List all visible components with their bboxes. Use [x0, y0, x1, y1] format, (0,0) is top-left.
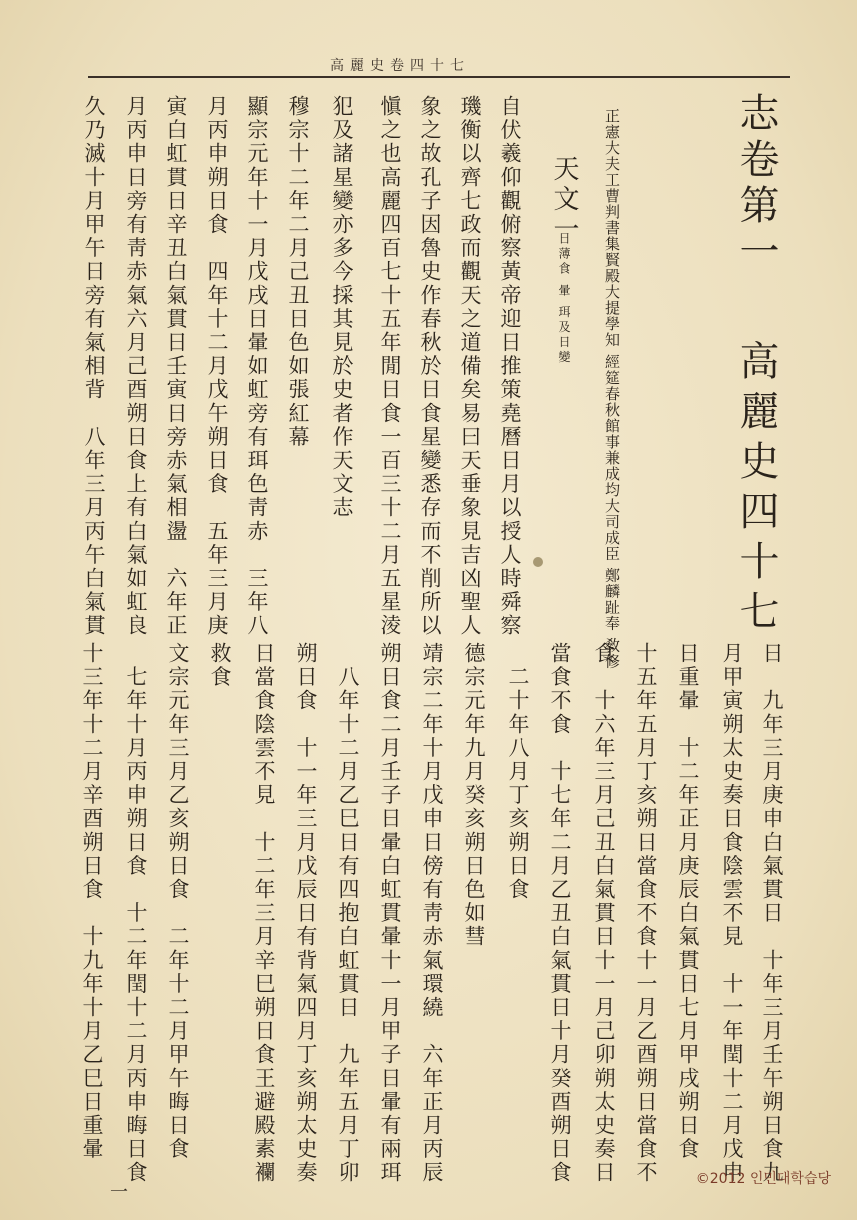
header-rule [88, 76, 790, 78]
lower-column: 救食 [208, 642, 232, 690]
author-line: 正憲大夫工曹判書集賢殿大提學知 經筵春秋館事兼成均大司成臣 鄭麟趾奉 敎修 [603, 108, 621, 670]
lower-column: 文宗元年三月乙亥朔日食 二年十二月甲午晦日食 [166, 642, 190, 1162]
upper-column: 穆宗十二年二月己丑日色如張紅幕 [286, 95, 310, 449]
book-title: 高麗史四十七 [733, 340, 779, 640]
running-head: 高麗史卷四十七 [330, 58, 470, 74]
lower-column: 二十年八月丁亥朔日食 [506, 642, 530, 902]
ink-stain [533, 557, 543, 567]
page-number: 一 [110, 1182, 128, 1203]
lower-column: 朔日食 十一年三月戊辰日有背氣四月丁亥朔太史奏 [294, 642, 318, 1185]
upper-column: 顯宗元年十一月戊戌日暈如虹旁有珥色靑赤 三年八 [245, 95, 269, 638]
lower-column: 日 九年三月庚申白氣貫日 十年三月壬午朔日食九 [760, 642, 784, 1185]
lower-column: 食 十六年三月己丑白氣貫日十一月己卯朔太史奏日 [592, 642, 616, 1185]
lower-column: 日當食陰雲不見 十二年三月辛巳朔日食王避殿素襴 [252, 642, 276, 1185]
copyright-watermark: ©2012 인민대학습당 [695, 1171, 831, 1187]
upper-column: 久乃滅十月甲午日旁有氣相背 八年三月丙午白氣貫 [82, 95, 106, 638]
lower-column: 八年十二月乙巳日有四抱白虹貫日 九年五月丁卯 [336, 642, 360, 1185]
section-title: 天文一 [549, 155, 579, 245]
upper-column: 象之故孔子因魯史作春秋於日食星變悉存而不削所以 [418, 95, 442, 638]
lower-column: 當食不食 十七年二月乙丑白氣貫日十月癸酉朔日食 [548, 642, 572, 1185]
upper-column: 月丙申朔日食 四年十二月戊午朔日食 五年三月庚 [205, 95, 229, 638]
upper-column: 自伏羲仰觀俯察黃帝迎日推策堯曆日月以授人時舜察 [498, 95, 522, 638]
lower-column: 德宗元年九月癸亥朔日色如彗 [462, 642, 486, 949]
lower-column: 十五年五月丁亥朔日當食不食十一月乙酉朔日當食不 [634, 642, 658, 1185]
upper-column: 月丙申日旁有靑赤氣六月己酉朔日食上有白氣如虹良 [124, 95, 148, 638]
lower-column: 七年十月丙申朔日食 十二年閏十二月丙申晦日食 [124, 642, 148, 1185]
volume-title: 志卷第一 [733, 92, 779, 276]
upper-column: 犯及諸星變亦多今採其見於史者作天文志 [330, 95, 354, 520]
lower-column: 靖宗二年十月戊申日傍有靑赤氣環繞 六年正月丙辰 [420, 642, 444, 1185]
lower-column: 日重暈 十二年正月庚辰白氣貫日七月甲戌朔日食 [676, 642, 700, 1162]
upper-column: 寅白虹貫日辛丑白氣貫日壬寅日旁赤氣相盪 六年正 [164, 95, 188, 638]
lower-column: 十三年十二月辛酉朔日食 十九年十月乙巳日重暈 [80, 642, 104, 1162]
upper-column: 璣衡以齊七政而觀天之道備矣易曰天垂象見吉凶聖人 [458, 95, 482, 638]
section-subtitle: 日薄食 暈 珥及日變 [557, 232, 571, 366]
upper-column: 愼之也高麗四百七十五年閒日食一百三十二月五星淩 [378, 95, 402, 638]
lower-column: 朔日食二月壬子日暈白虹貫暈十一月甲子日暈有兩珥 [378, 642, 402, 1185]
lower-column: 月甲寅朔太史奏日食陰雲不見 十一年閏十二月戊申 [720, 642, 744, 1185]
